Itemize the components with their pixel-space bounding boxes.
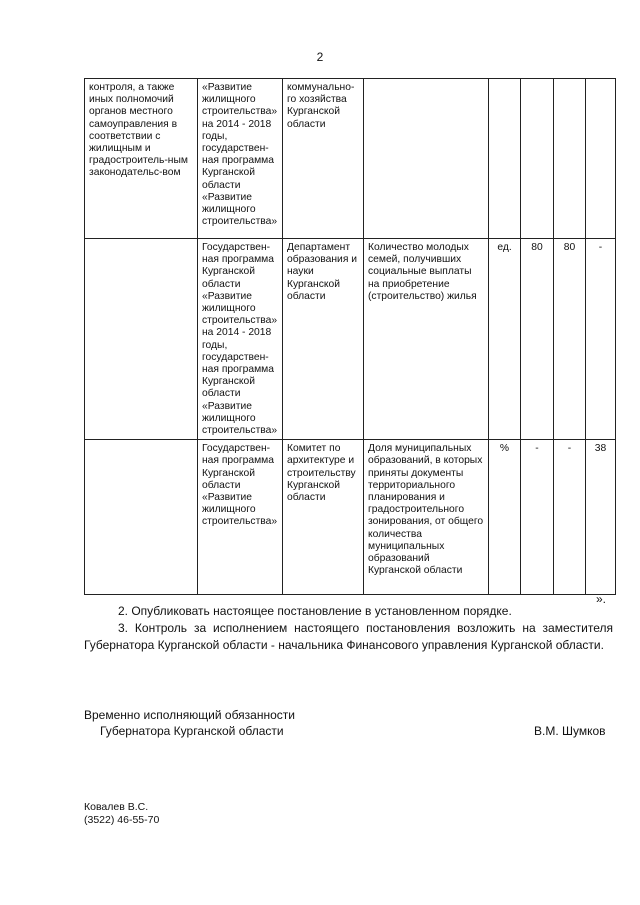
table-row: [85, 79, 616, 239]
table-row: [85, 440, 616, 595]
table-cell-value-3: 38: [586, 440, 616, 595]
table-cell-indicator: [364, 79, 489, 239]
executor-phone: (3522) 46-55-70: [84, 814, 160, 826]
table-cell-indicator: Доля муниципальных образований, в которых приняты документы территориального планирования и градостроительного зонирования, от общего количества муниципальных образований Курганской области: [364, 440, 489, 595]
table-cell-value-1: 80: [521, 239, 554, 440]
table-cell-unit: %: [489, 440, 521, 595]
indicators-table: [84, 78, 616, 595]
signature-title-line2: Губернатора Курганской области: [100, 724, 284, 738]
table-cell-program: Государствен-ная программа Курганской области «Развитие жилищного строительства» на 2014 - 2018 годы, государствен-ная программа Курганской области «Развитие жилищного строительства»: [198, 239, 283, 440]
table-cell-authority: [85, 440, 198, 595]
table-cell-value-1: -: [521, 440, 554, 595]
table-row: [85, 239, 616, 440]
table-cell-program: «Развитие жилищного строительства» на 2014 - 2018 годы, государствен-ная программа Курганской области «Развитие жилищного строительства»: [198, 79, 283, 239]
table-cell-indicator: Количество молодых семей, получивших социальные выплаты на приобретение (строительство) жилья: [364, 239, 489, 440]
closing-quote: ».: [596, 592, 607, 606]
table-cell-value-1: [521, 79, 554, 239]
table-cell-executor: коммунально-го хозяйства Курганской области: [283, 79, 364, 239]
paragraph-2: 2. Опубликовать настоящее постановление в установленном порядке.: [118, 604, 512, 618]
table-cell-executor: Департамент образования и науки Курганской области: [283, 239, 364, 440]
table-cell-authority: [85, 239, 198, 440]
table-cell-program: Государствен-ная программа Курганской области «Развитие жилищного строительства»: [198, 440, 283, 595]
table-cell-unit: [489, 79, 521, 239]
signature-name: В.М. Шумков: [534, 724, 606, 738]
table-cell-value-2: 80: [554, 239, 586, 440]
table-cell-value-3: -: [586, 239, 616, 440]
paragraph-3: 3. Контроль за исполнением настоящего постановления возложить на заместителя Губернатора Курганской области - начальника Финансового управления Курганской области.: [84, 621, 613, 652]
table-cell-unit: ед.: [489, 239, 521, 440]
table-cell-value-3: [586, 79, 616, 239]
executor-name: Ковалев В.С.: [84, 801, 149, 813]
table-cell-authority: контроля, а также иных полномочий органов местного самоуправления в соответствии с жилищным и градостроитель-ным законодательс-вом: [85, 79, 198, 239]
table-cell-value-2: [554, 79, 586, 239]
table-cell-executor: Комитет по архитектуре и строительству Курганской области: [283, 440, 364, 595]
page-number: 2: [316, 50, 324, 64]
signature-title-line1: Временно исполняющий обязанности: [84, 708, 295, 722]
table-cell-value-2: -: [554, 440, 586, 595]
